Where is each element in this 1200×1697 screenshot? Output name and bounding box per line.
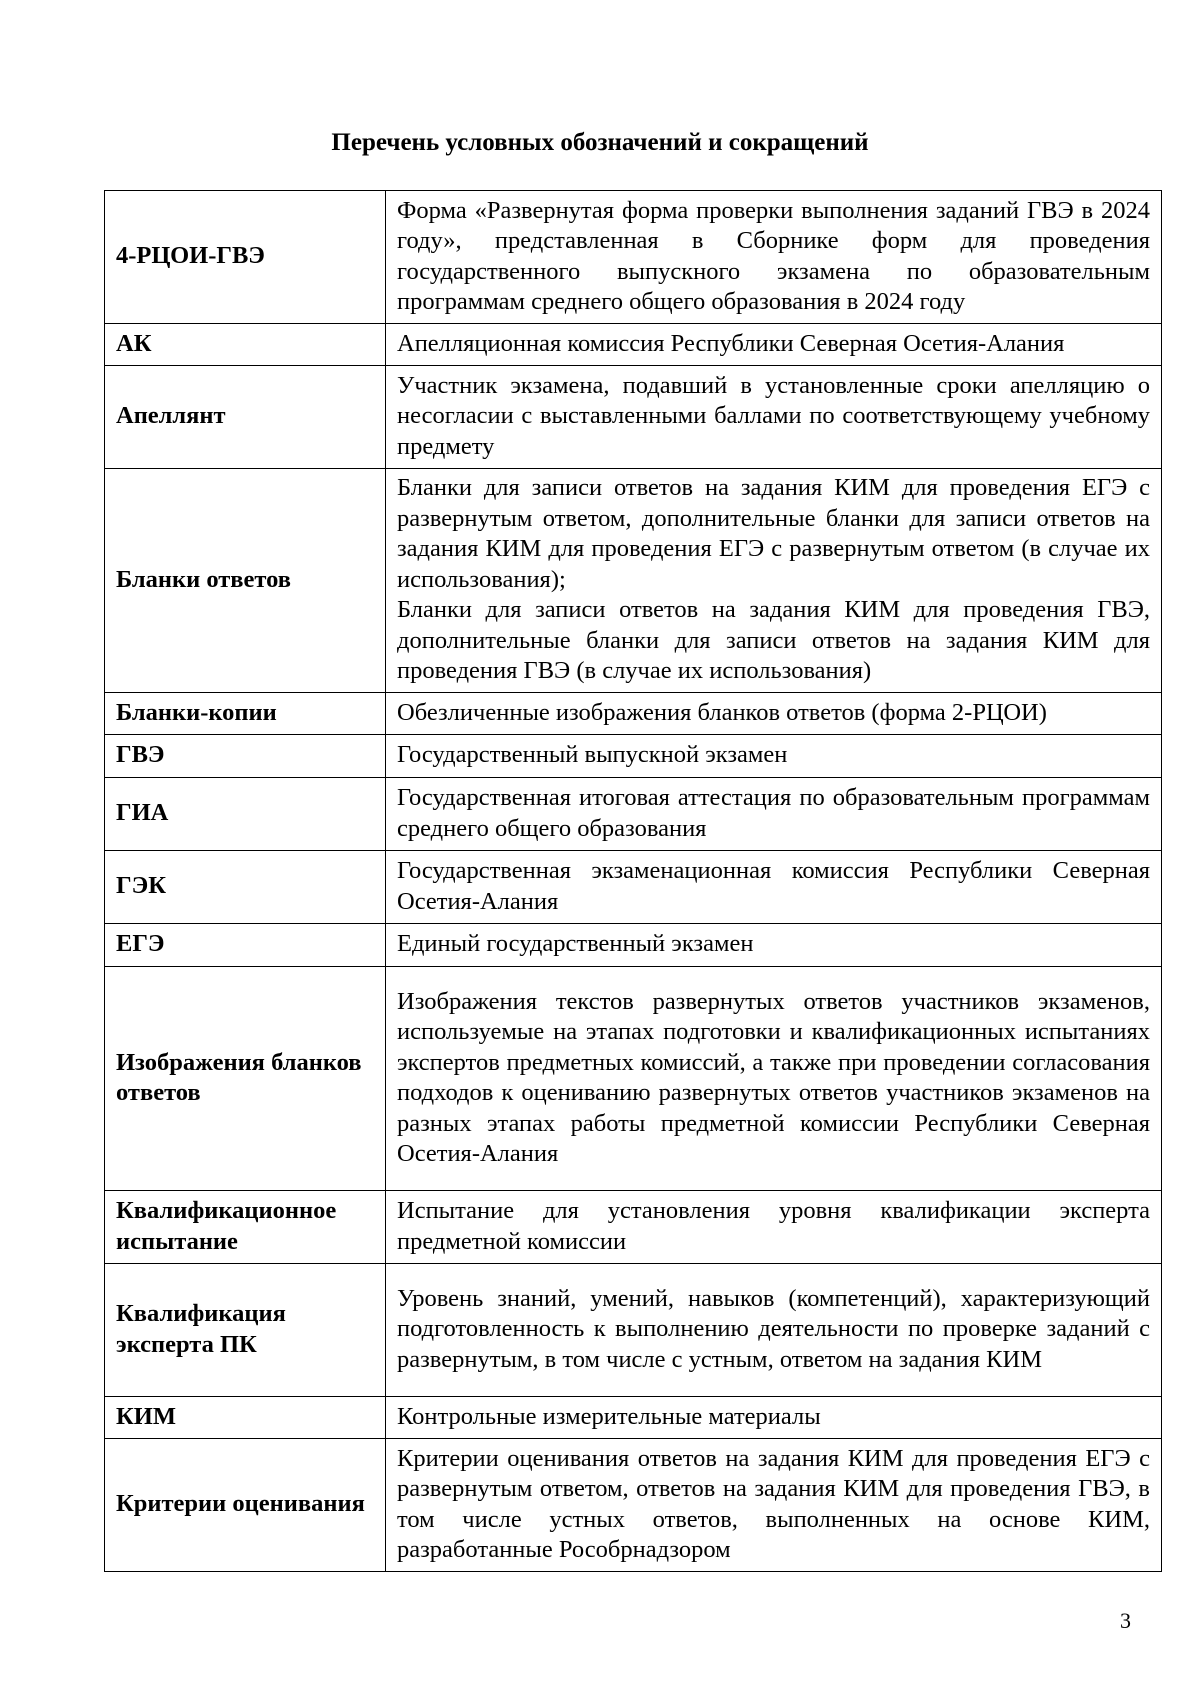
row-definition: Изображения текстов развернутых ответов участников экзаменов, используемые на этапах подготовки и квалификационных испытаниях экспертов предметных комиссий, а также при проведении согласования подходов к оцениванию развернутых ответов участников экзаменов на разных этапах работы предметной комиссии Республики Северная Осетия-Алания — [386, 967, 1162, 1191]
row-definition: Государственный выпускной экзамен — [386, 735, 1162, 778]
page-number: 3 — [1120, 1608, 1131, 1633]
table-row — [105, 924, 1162, 967]
row-definition: Государственная экзаменационная комиссия Республики Северная Осетия-Алания — [386, 851, 1162, 924]
table-row — [105, 778, 1162, 851]
row-term: Квалификационное испытание — [105, 1191, 386, 1264]
row-definition: Уровень знаний, умений, навыков (компетенций), характеризующий подготовленность к выполнению деятельности по проверке заданий с развернутым, в том числе с устным, ответом на задания КИМ — [386, 1264, 1162, 1397]
table-row — [105, 967, 1162, 1191]
row-term: ЕГЭ — [105, 924, 386, 967]
row-definition — [386, 469, 1162, 693]
table-row — [105, 1191, 1162, 1264]
abbreviations-table — [104, 190, 1162, 1572]
row-definition: Апелляционная комиссия Республики Северная Осетия-Алания — [386, 324, 1162, 366]
row-definition: Государственная итоговая аттестация по образовательным программам среднего общего образования — [386, 778, 1162, 851]
row-definition: Форма «Развернутая форма проверки выполнения заданий ГВЭ в 2024 году», представленная в Сборнике форм для проведения государственного выпускного экзамена по образовательным программам среднего общего образования в 2024 году — [386, 191, 1162, 324]
row-definition: Испытание для установления уровня квалификации эксперта предметной комиссии — [386, 1191, 1162, 1264]
table-row — [105, 1264, 1162, 1397]
definition-paragraph: Бланки для записи ответов на задания КИМ для проведения ГВЭ, дополнительные бланки для записи ответов на задания КИМ для проведения ГВЭ (в случае их использования) — [397, 596, 1150, 685]
table-row — [105, 324, 1162, 366]
table-row — [105, 469, 1162, 693]
row-term: Апеллянт — [105, 366, 386, 469]
definition-paragraph: Бланки для записи ответов на задания КИМ для проведения ЕГЭ с развернутым ответом, дополнительные бланки для записи ответов на задания КИМ для проведения ЕГЭ с развернутым ответом (в случае их использования); — [397, 474, 1150, 593]
table-row — [105, 693, 1162, 735]
row-term: КИМ — [105, 1397, 386, 1439]
row-term: ГИА — [105, 778, 386, 851]
table-row — [105, 1397, 1162, 1439]
table-row — [105, 735, 1162, 778]
row-term: Изображения бланков ответов — [105, 967, 386, 1191]
row-term: ГЭК — [105, 851, 386, 924]
row-definition: Участник экзамена, подавший в установленные сроки апелляцию о несогласии с выставленными баллами по соответствующему учебному предмету — [386, 366, 1162, 469]
row-definition: Обезличенные изображения бланков ответов (форма 2-РЦОИ) — [386, 693, 1162, 735]
table-row — [105, 851, 1162, 924]
table-row — [105, 366, 1162, 469]
row-definition: Критерии оценивания ответов на задания КИМ для проведения ЕГЭ с развернутым ответом, ответов на задания КИМ для проведения ГВЭ, в том числе устных ответов, выполненных на основе КИМ, разработанные Рособрнадзором — [386, 1439, 1162, 1572]
row-definition: Контрольные измерительные материалы — [386, 1397, 1162, 1439]
page-title: Перечень условных обозначений и сокращений — [331, 129, 869, 156]
row-term: АК — [105, 324, 386, 366]
row-term: 4-РЦОИ-ГВЭ — [105, 191, 386, 324]
row-term: ГВЭ — [105, 735, 386, 778]
row-term: Критерии оценивания — [105, 1439, 386, 1572]
row-term: Бланки-копии — [105, 693, 386, 735]
table-row — [105, 1439, 1162, 1572]
table-row — [105, 191, 1162, 324]
row-definition: Единый государственный экзамен — [386, 924, 1162, 967]
row-term: Квалификация эксперта ПК — [105, 1264, 386, 1397]
row-term: Бланки ответов — [105, 469, 386, 693]
